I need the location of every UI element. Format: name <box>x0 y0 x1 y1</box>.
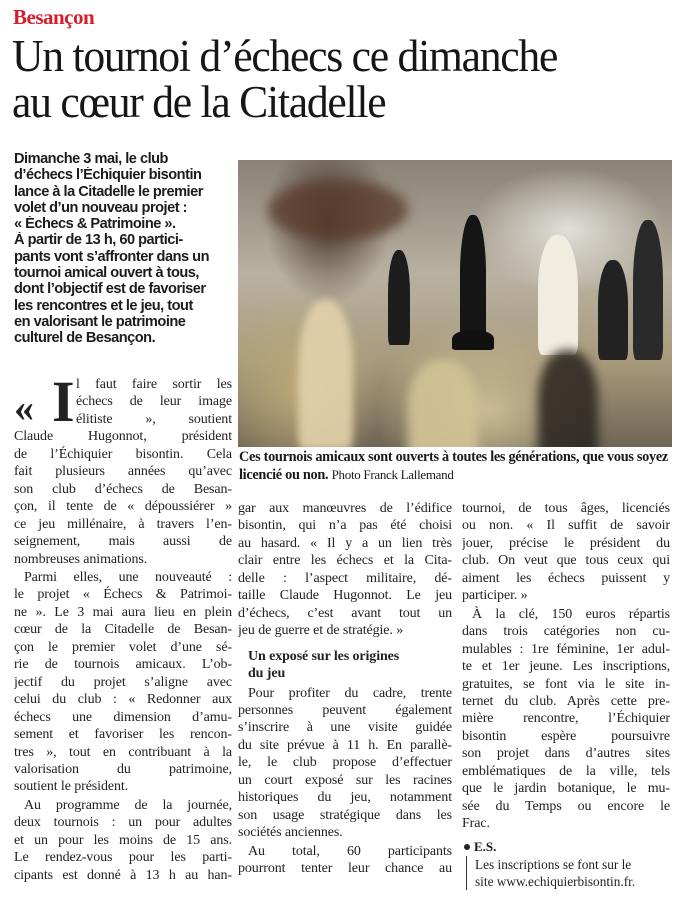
lead-line: dont l’objectif est de favoriser <box>14 281 206 298</box>
text-line: dans trois catégories non cu- <box>462 624 670 640</box>
bullet-icon <box>464 844 470 850</box>
blurred-white-piece <box>298 300 353 447</box>
lead-line: culturel de Besançon. <box>14 330 156 347</box>
lead-line: tournoi amical ouvert à tous, <box>14 265 199 282</box>
text-line: delle : l’aspect militaire, dé- <box>238 570 452 586</box>
text-line: jeu de guerre et de stratégie. » <box>238 623 404 639</box>
text-line: ou non. « Il suffit de savoir <box>462 518 670 534</box>
text-line: du site prévue à 11 h. En parallè- <box>238 737 452 753</box>
text-line: Claude Hugonnot, président <box>14 429 232 445</box>
text-line: fait plusieurs années qu’avec <box>14 464 232 480</box>
black-piece <box>598 260 628 360</box>
text-line: historiques du jeu, notamment <box>238 790 452 806</box>
text-line: ce jeu millénaire, à travers l’en- <box>14 516 232 532</box>
text-line: personnes peuvent également <box>238 702 452 718</box>
text-line: mulables : 1re féminine, 1er adul- <box>462 641 670 657</box>
byline-text: E.S. <box>474 839 497 854</box>
text-line: cipants est donné à 13 h au han- <box>14 867 232 883</box>
lead-line: les rencontres et le jeu, tout <box>14 297 193 314</box>
text-line: club. On veut que tous ceux qui <box>462 553 670 569</box>
text-line: bisontin, qui n’a pas été choisi <box>238 518 452 534</box>
text-line: seignement, mais aussi de <box>14 534 232 550</box>
photo-caption <box>239 449 675 484</box>
text-line: de l’Échiquier bisontin. Cela <box>14 446 232 462</box>
text-line: Pour profiter du cadre, trente <box>248 685 452 701</box>
paragraph <box>238 500 452 640</box>
open-quote-mark: « <box>14 385 34 430</box>
paragraph <box>462 500 670 605</box>
text-line: bisontin espère poursuivre <box>462 728 670 744</box>
drop-cap: I <box>52 369 75 434</box>
black-piece <box>388 250 410 345</box>
photo-credit: Photo Franck Lallemand <box>331 467 454 482</box>
text-line: son club d’échecs de Besan- <box>14 481 232 497</box>
text-line: Le rendez-vous pour les parti- <box>14 850 232 866</box>
text-line: Parmi elles, une nouveauté : <box>24 569 232 585</box>
text-line: un court exposé sur les racines <box>238 772 452 788</box>
text-line: échecs de leur image <box>76 394 232 410</box>
byline <box>464 839 496 855</box>
text-line: sociétés anciennes. <box>238 825 343 841</box>
text-line: soutient le président. <box>14 779 129 795</box>
text-line: deux tournois : un pour adultes <box>14 815 232 831</box>
text-line: gratuites, se font via le site in- <box>462 676 670 692</box>
text-line: emblématiques de la ville, tels <box>462 763 670 779</box>
subheading <box>248 648 452 683</box>
paragraph <box>238 843 452 878</box>
caption-text: Ces tournois amicaux sont ouverts à toutes les générations, que vous soyez licencié ou non. <box>239 449 668 483</box>
headline-line-1: Un tournoi d’échecs ce dimanche <box>12 31 558 81</box>
text-line: Au total, 60 participants <box>248 843 452 859</box>
text-line: aiment les échecs puissent y <box>462 570 670 586</box>
lead-line: Dimanche 3 mai, le club <box>14 151 168 167</box>
text-line: pourront tenter leur chance au <box>238 861 452 877</box>
paragraph <box>238 685 452 842</box>
text-line: participer. » <box>462 588 528 604</box>
text-line: élitiste », soutient <box>76 411 232 427</box>
text-line: te et 1er jeune. Les inscriptions, <box>462 659 670 675</box>
black-piece <box>633 220 663 360</box>
registration-note <box>466 856 678 890</box>
text-line: échecs une dimension d’amu- <box>14 709 232 725</box>
white-piece <box>538 235 578 355</box>
column-1 <box>14 369 232 885</box>
text-line: ternet du club. Après cette pre- <box>462 693 670 709</box>
text-line: au hasard. « Il y a un lien très <box>238 535 452 551</box>
text-line: d’échecs, c’est avant tout un <box>238 605 452 621</box>
text-line: valorisation du patrimoine, <box>14 761 232 777</box>
text-line: le, le club propose d’effectuer <box>238 755 452 771</box>
lead-line: pants vont s’affronter dans un <box>14 248 210 265</box>
text-line: tournoi, de tous âges, licenciés <box>462 501 670 516</box>
note-line: Les inscriptions se font sur le <box>475 857 632 872</box>
text-line: ne ». Le 3 mai aura lieu en plein <box>14 604 232 620</box>
lead-line: volet d’un nouveau projet : <box>14 199 187 216</box>
text-line: nombreuses animations. <box>14 551 148 567</box>
text-line: Au programme de la journée, <box>24 797 232 813</box>
text-line: çon, il tente de « dépoussiérer » <box>14 499 232 515</box>
text-line: et un pour les moins de 15 ans. <box>14 832 232 848</box>
text-line: s’inscrire à une visite guidée <box>238 720 452 736</box>
lead-paragraph <box>14 151 234 347</box>
text-line: sée du Temps ou encore le <box>462 798 670 814</box>
text-line: du jeu <box>248 666 286 682</box>
text-line: sement et favoriser les rencon- <box>14 727 232 743</box>
note-line: site www.echiquierbisontin.fr. <box>475 874 636 889</box>
hand-blur <box>268 180 408 240</box>
paragraph <box>462 606 670 833</box>
text-line: taille Claude Hugonnot. Le jeu <box>238 588 452 604</box>
text-line: son usage stratégique dans les <box>238 807 452 823</box>
text-line: le projet « Échecs & Patrimoi- <box>14 587 232 603</box>
text-line: Frac. <box>462 816 490 832</box>
lead-line: lance à la Citadelle le premier <box>14 183 203 200</box>
lead-line: d’échecs l’Échiquier bisontin <box>14 167 202 184</box>
blurred-black-piece <box>538 350 598 447</box>
column-2 <box>238 500 452 879</box>
text-line: que le jardin botanique, le mu- <box>462 781 670 797</box>
lead-line: en valorisant le patrimoine <box>14 313 186 330</box>
lead-line: « Échecs & Patrimoine ». <box>14 216 176 233</box>
black-king-piece <box>460 215 486 345</box>
text-line: Un exposé sur les origines <box>248 648 400 664</box>
blurred-white-piece <box>408 360 478 447</box>
text-line: jouer, précise le président du <box>462 535 670 551</box>
text-line: cœur de la Citadelle de Besan- <box>14 622 232 638</box>
text-line: gar aux manœuvres de l’édifice <box>238 501 452 516</box>
column-3 <box>462 500 670 834</box>
text-line: tres », tout en contribuant à la <box>14 744 232 760</box>
paragraph <box>14 569 232 796</box>
lead-line: À partir de 13 h, 60 partici- <box>14 232 183 249</box>
paragraph <box>14 797 232 884</box>
text-line: celui du club : « Redonner aux <box>14 692 232 708</box>
piece-base <box>452 330 494 350</box>
text-line: clair entre les échecs et la Cita- <box>238 553 452 569</box>
text-line: À la clé, 150 euros répartis <box>472 606 670 622</box>
text-line: son projet dans d’autres sites <box>462 746 670 762</box>
text-line: l faut faire sortir les <box>76 377 232 392</box>
text-line: mière rencontre, l’Échiquier <box>462 711 670 727</box>
text-line: jectif du projet s’aligne avec <box>14 674 232 690</box>
paragraph <box>14 369 232 568</box>
chess-photo <box>238 160 672 447</box>
text-line: çon le premier volet d’une sé- <box>14 639 232 655</box>
section-label: Besançon <box>13 5 95 29</box>
text-line: rie de tournois amicaux. L’ob- <box>14 657 232 673</box>
headline-line-2: au cœur de la Citadelle <box>12 77 386 127</box>
